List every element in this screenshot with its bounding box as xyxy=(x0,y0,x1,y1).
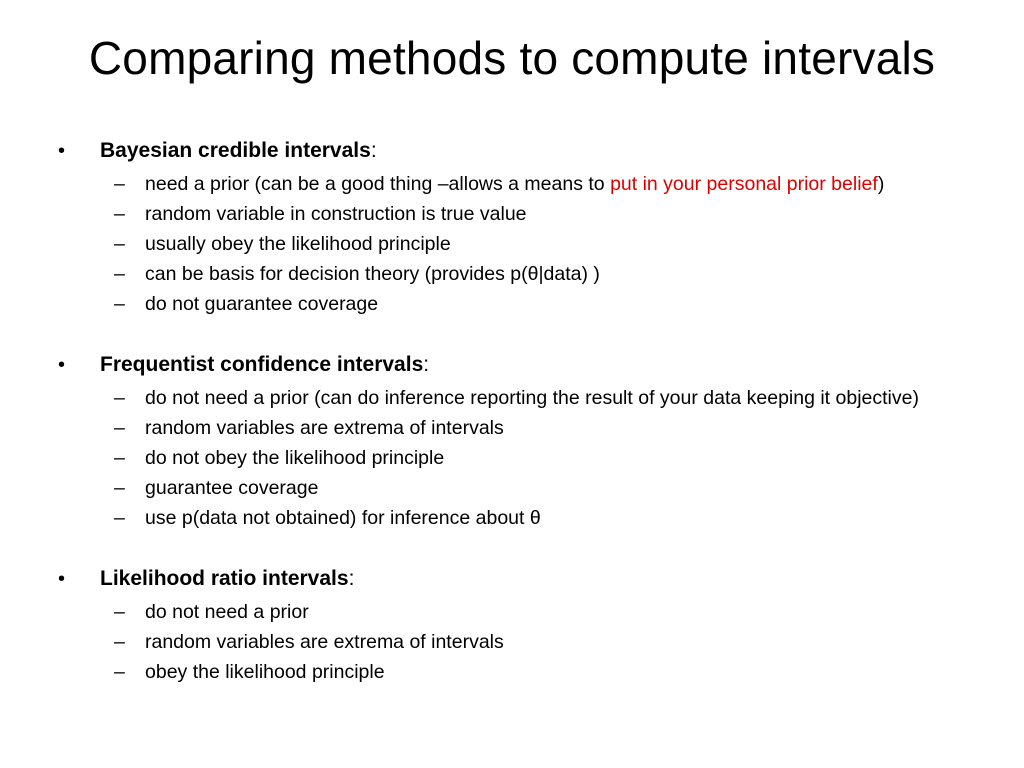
list-item xyxy=(114,232,978,256)
item-text: random variables are extrema of intervals xyxy=(145,417,504,439)
item-text-pre: need a prior (can be a good thing –allows a means to xyxy=(145,173,611,195)
list-item xyxy=(114,262,978,286)
section-heading xyxy=(100,136,377,166)
bullet-row xyxy=(58,564,978,594)
dash-icon: – xyxy=(114,601,125,623)
item-text xyxy=(145,172,978,196)
bullet-row xyxy=(58,136,978,166)
item-text: do not guarantee coverage xyxy=(145,293,379,315)
sub-list xyxy=(58,600,978,684)
dash-icon: – xyxy=(114,661,125,683)
list-item xyxy=(114,630,978,654)
dash-icon: – xyxy=(114,293,125,315)
dash-icon: – xyxy=(114,447,125,469)
dash-icon: – xyxy=(114,233,125,255)
list-item xyxy=(114,476,978,500)
item-text: use p(data not obtained) for inference about θ xyxy=(145,507,541,529)
heading-colon: : xyxy=(370,139,377,162)
bullet-icon: • xyxy=(58,140,66,162)
list-item xyxy=(114,446,978,470)
list-item xyxy=(114,600,978,624)
section-likelihood-ratio xyxy=(58,564,978,684)
section-frequentist xyxy=(58,350,978,530)
section-bayesian xyxy=(58,136,978,316)
list-item xyxy=(114,416,978,440)
bullet-row xyxy=(58,350,978,380)
bullet-icon: • xyxy=(58,354,66,376)
dash-icon: – xyxy=(114,387,125,409)
bullet-icon: • xyxy=(58,568,66,590)
list-item xyxy=(114,292,978,316)
list-item xyxy=(114,660,978,684)
item-text: obey the likelihood principle xyxy=(145,661,385,683)
item-text: do not need a prior (can do inference reporting the result of your data keeping it objective) xyxy=(145,387,919,409)
heading-text: Frequentist confidence intervals xyxy=(100,353,424,376)
dash-icon: – xyxy=(114,263,125,285)
heading-colon: : xyxy=(423,353,430,376)
item-text-post: ) xyxy=(877,173,885,195)
item-text: guarantee coverage xyxy=(145,477,319,499)
list-item xyxy=(114,202,978,226)
item-text: random variable in construction is true value xyxy=(145,203,527,225)
heading-colon: : xyxy=(348,567,355,590)
dash-icon: – xyxy=(114,417,125,439)
heading-text: Likelihood ratio intervals xyxy=(100,567,349,590)
dash-icon: – xyxy=(114,631,125,653)
item-text: do not need a prior xyxy=(145,601,309,623)
sub-list xyxy=(58,386,978,530)
dash-icon: – xyxy=(114,507,125,529)
dash-icon: – xyxy=(114,203,125,225)
dash-icon: – xyxy=(114,477,125,499)
list-item xyxy=(114,386,978,410)
section-heading xyxy=(100,350,429,380)
slide-title: Comparing methods to compute intervals xyxy=(88,32,936,84)
item-text-highlight: put in your personal prior belief xyxy=(610,173,878,195)
list-item xyxy=(114,172,978,196)
item-text: do not obey the likelihood principle xyxy=(145,447,445,469)
heading-text: Bayesian credible intervals xyxy=(100,139,371,162)
slide-body xyxy=(58,136,978,684)
item-text: can be basis for decision theory (provides p(θ|data) ) xyxy=(145,263,600,285)
item-text: usually obey the likelihood principle xyxy=(145,233,451,255)
dash-icon: – xyxy=(114,173,125,195)
list-item xyxy=(114,506,978,530)
section-heading xyxy=(100,564,354,594)
sub-list xyxy=(58,172,978,316)
item-text: random variables are extrema of intervals xyxy=(145,631,504,653)
